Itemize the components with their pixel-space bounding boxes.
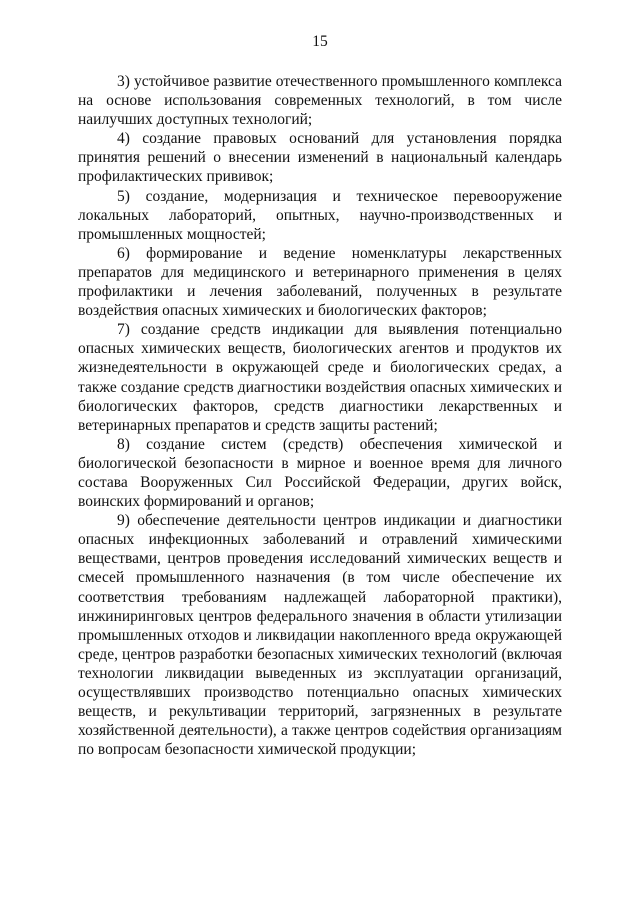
list-item-9: 9) обеспечение деятельности центров индикации и диагностики опасных инфекционных заболеваний и отравлений химическими веществами, центров проведения исследований химических веществ и смесей промышленного назначения (в том числе обеспечение их соответствия требованиям надлежащей лабораторной практики), инжиниринговых центров федерального значения в области утилизации промышленных отходов и ликвидации накопленного вреда окружающей среде, центров разработки безопасных химических технологий (включая технологии ликвидации выведенных из эксплуатации организаций, осуществлявших производство потенциально опасных химических веществ, и рекультивации территорий, загрязненных в результате хозяйственной деятельности), а также центров содействия организациям по вопросам безопасности химической продукции; (78, 512, 562, 759)
list-item-4: 4) создание правовых оснований для установления порядка принятия решений о внесении изменений в национальный календарь профилактических прививок; (78, 130, 562, 186)
list-item-3: 3) устойчивое развитие отечественного промышленного комплекса на основе использования современных технологий, в том числе наилучших доступных технологий; (78, 73, 562, 129)
list-item-7: 7) создание средств индикации для выявления потенциально опасных химических веществ, биологических агентов и продуктов их жизнедеятельности в окружающей среде и биологических средах, а также создание средств диагностики воздействия опасных химических и биологических факторов, средств диагностики лекарственных и ветеринарных препаратов и средств защиты растений; (78, 321, 562, 434)
list-item-5: 5) создание, модернизация и техническое перевооружение локальных лабораторий, опытных, научно-производственных и промышленных мощностей; (78, 187, 562, 243)
page-number: 15 (312, 33, 328, 50)
list-item-6: 6) формирование и ведение номенклатуры лекарственных препаратов для медицинского и ветеринарного применения в целях профилактики и лечения заболеваний, полученных в результате воздействия опасных химических и биологических факторов; (78, 244, 562, 320)
document-body (78, 72, 562, 759)
list-item-8: 8) создание систем (средств) обеспечения химической и биологической безопасности в мирное и военное время для личного состава Вооруженных Сил Российской Федерации, других войск, воинских формирований и органов; (78, 435, 562, 511)
